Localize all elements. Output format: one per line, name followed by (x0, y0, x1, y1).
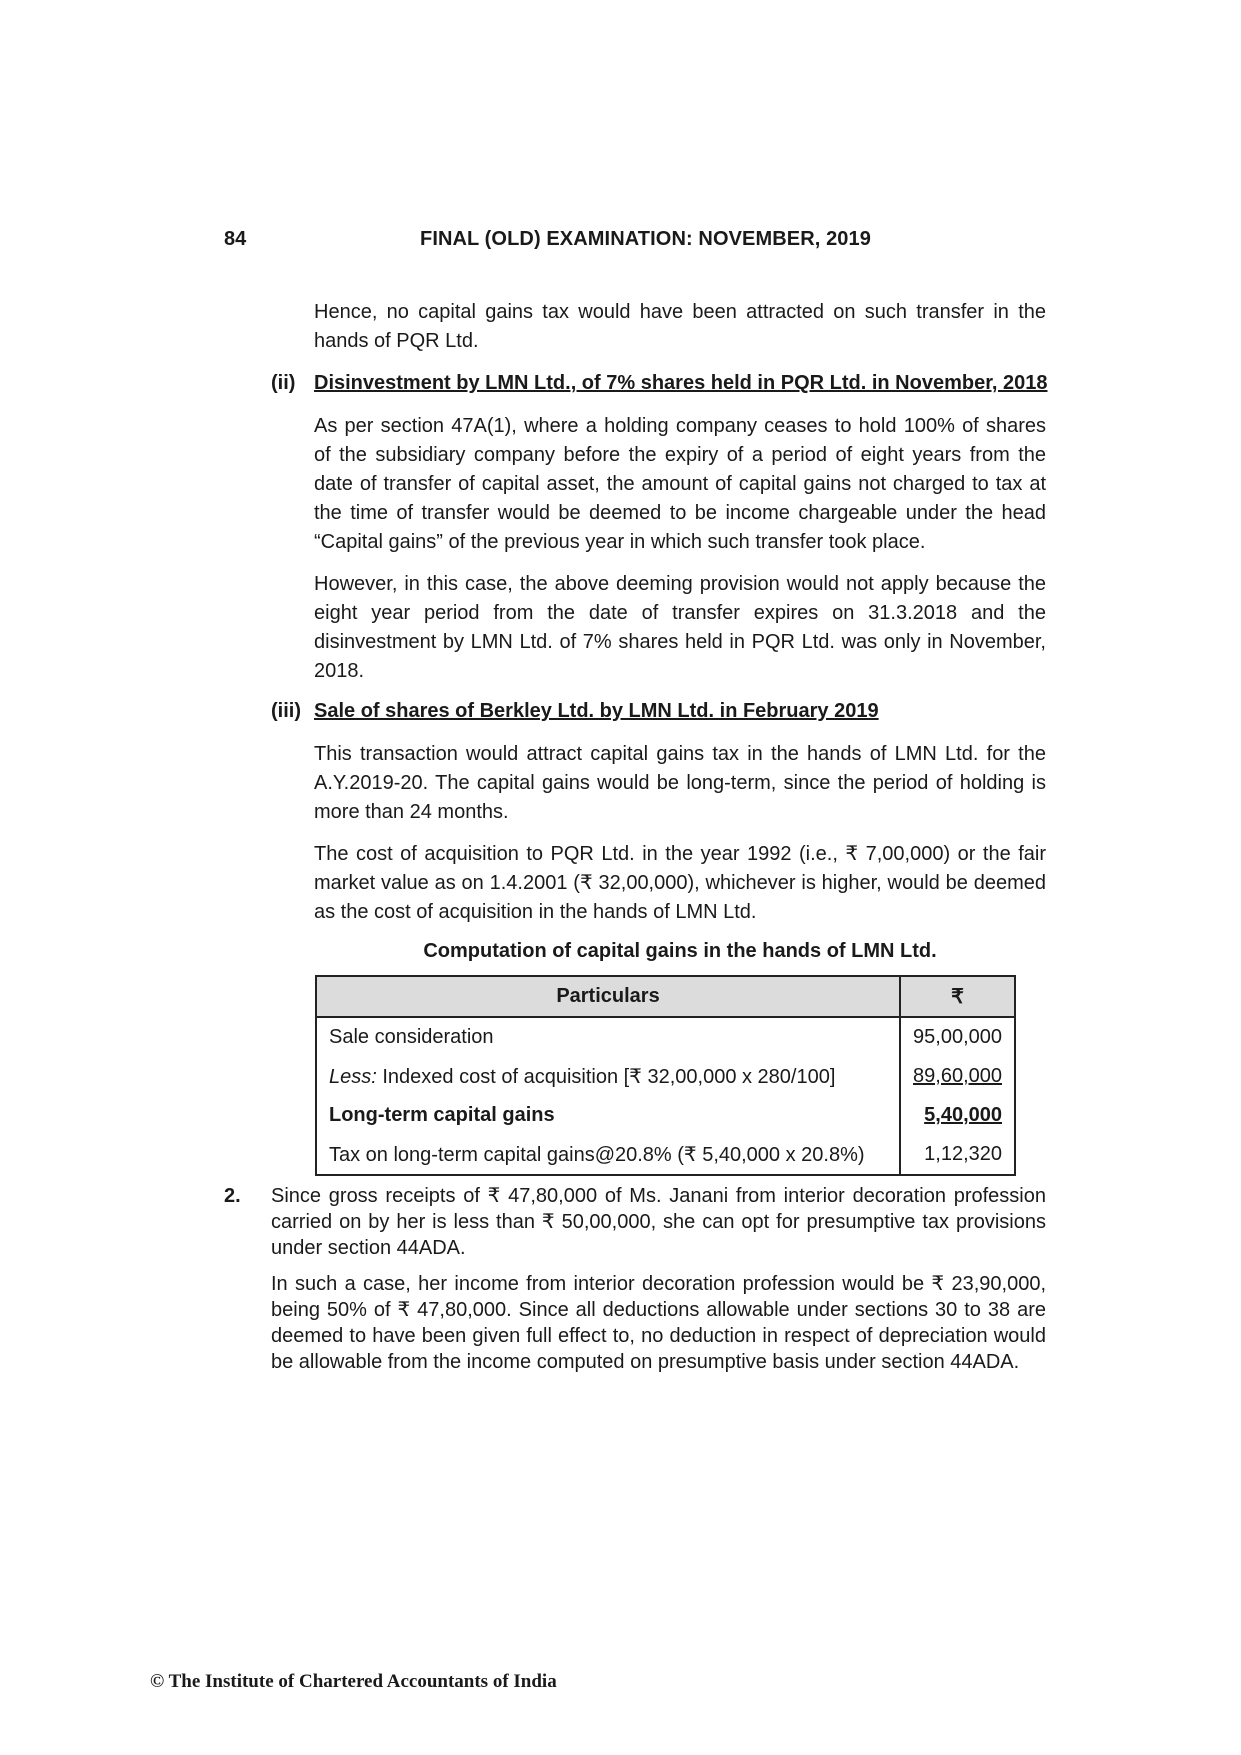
section-ii-paragraph-2: However, in this case, the above deeming provision would not apply because the eight year period from the date of transfer expires on 31.3.2018 and the disinvestment by LMN Ltd. of 7% shares held in PQR Ltd. was only in November, 2018. (314, 573, 1046, 682)
section-iii-paragraph-2: The cost of acquisition to PQR Ltd. in the year 1992 (i.e., ₹ 7,00,000) or the fair market value as on 1.4.2001 (₹ 32,00,000), whichever is higher, would be deemed as the cost of acquisition in the hands of LMN Ltd. (314, 843, 1046, 923)
row-particular: Long-term capital gains (316, 1096, 900, 1135)
computation-table (315, 975, 1016, 1176)
header-amount: ₹ (900, 976, 1015, 1017)
row-amount: 1,12,320 (900, 1135, 1015, 1175)
row-amount-value: 5,40,000 (924, 1104, 1002, 1126)
section-ii-paragraph-1: As per section 47A(1), where a holding company ceases to hold 100% of shares of the subsidiary company before the expiry of a period of eight years from the date of transfer of capital asset, the amount of capital gains not charged to tax at the time of transfer would be deemed to be income chargeable under the head “Capital gains” of the previous year in which such transfer took place. (314, 415, 1046, 553)
table-row (316, 1096, 1015, 1135)
page-header: FINAL (OLD) EXAMINATION: NOVEMBER, 2019 (420, 228, 871, 250)
row-amount (900, 1096, 1015, 1135)
section-ii-title: Disinvestment by LMN Ltd., of 7% shares held in PQR Ltd. in November, 2018 (314, 372, 1048, 394)
table-row (316, 1017, 1015, 1057)
row-amount: 95,00,000 (900, 1017, 1015, 1057)
row-particular: Sale consideration (316, 1017, 900, 1057)
row-amount (900, 1057, 1015, 1096)
answer-2-number: 2. (224, 1185, 241, 1207)
row-amount-value: 89,60,000 (913, 1065, 1002, 1087)
section-iii-title: Sale of shares of Berkley Ltd. by LMN Ltd. in February 2019 (314, 700, 879, 722)
row-prefix: Less: (329, 1066, 377, 1088)
table-row (316, 1057, 1015, 1096)
answer-2-paragraph-2: In such a case, her income from interior decoration profession would be ₹ 23,90,000, being 50% of ₹ 47,80,000. Since all deductions allowable under sections 30 to 38 are deemed to have been given full effect to, no deduction in respect of depreciation would be allowable from the income computed on presumptive basis under section 44ADA. (271, 1273, 1046, 1373)
row-particular (316, 1057, 900, 1096)
table-header-row (316, 976, 1015, 1017)
section-iii-label: (iii) (271, 700, 301, 722)
section-iii-paragraph-1: This transaction would attract capital gains tax in the hands of LMN Ltd. for the A.Y.2019-20. The capital gains would be long-term, since the period of holding is more than 24 months. (314, 743, 1046, 823)
intro-paragraph: Hence, no capital gains tax would have been attracted on such transfer in the hands of PQR Ltd. (314, 301, 1046, 352)
row-particular-text: Indexed cost of acquisition [₹ 32,00,000 x 280/100] (376, 1066, 836, 1088)
row-particular: Tax on long-term capital gains@20.8% (₹ 5,40,000 x 20.8%) (316, 1135, 900, 1175)
table-title: Computation of capital gains in the hands of LMN Ltd. (423, 940, 937, 962)
answer-2-paragraph-1: Since gross receipts of ₹ 47,80,000 of Ms. Janani from interior decoration profession carried on by her is less than ₹ 50,00,000, she can opt for presumptive tax provisions under section 44ADA. (271, 1185, 1046, 1259)
footer-copyright: © The Institute of Chartered Accountants of India (150, 1671, 557, 1692)
section-ii-label: (ii) (271, 372, 296, 394)
header-particulars: Particulars (316, 976, 900, 1017)
table-row (316, 1135, 1015, 1175)
page-number: 84 (224, 228, 247, 250)
